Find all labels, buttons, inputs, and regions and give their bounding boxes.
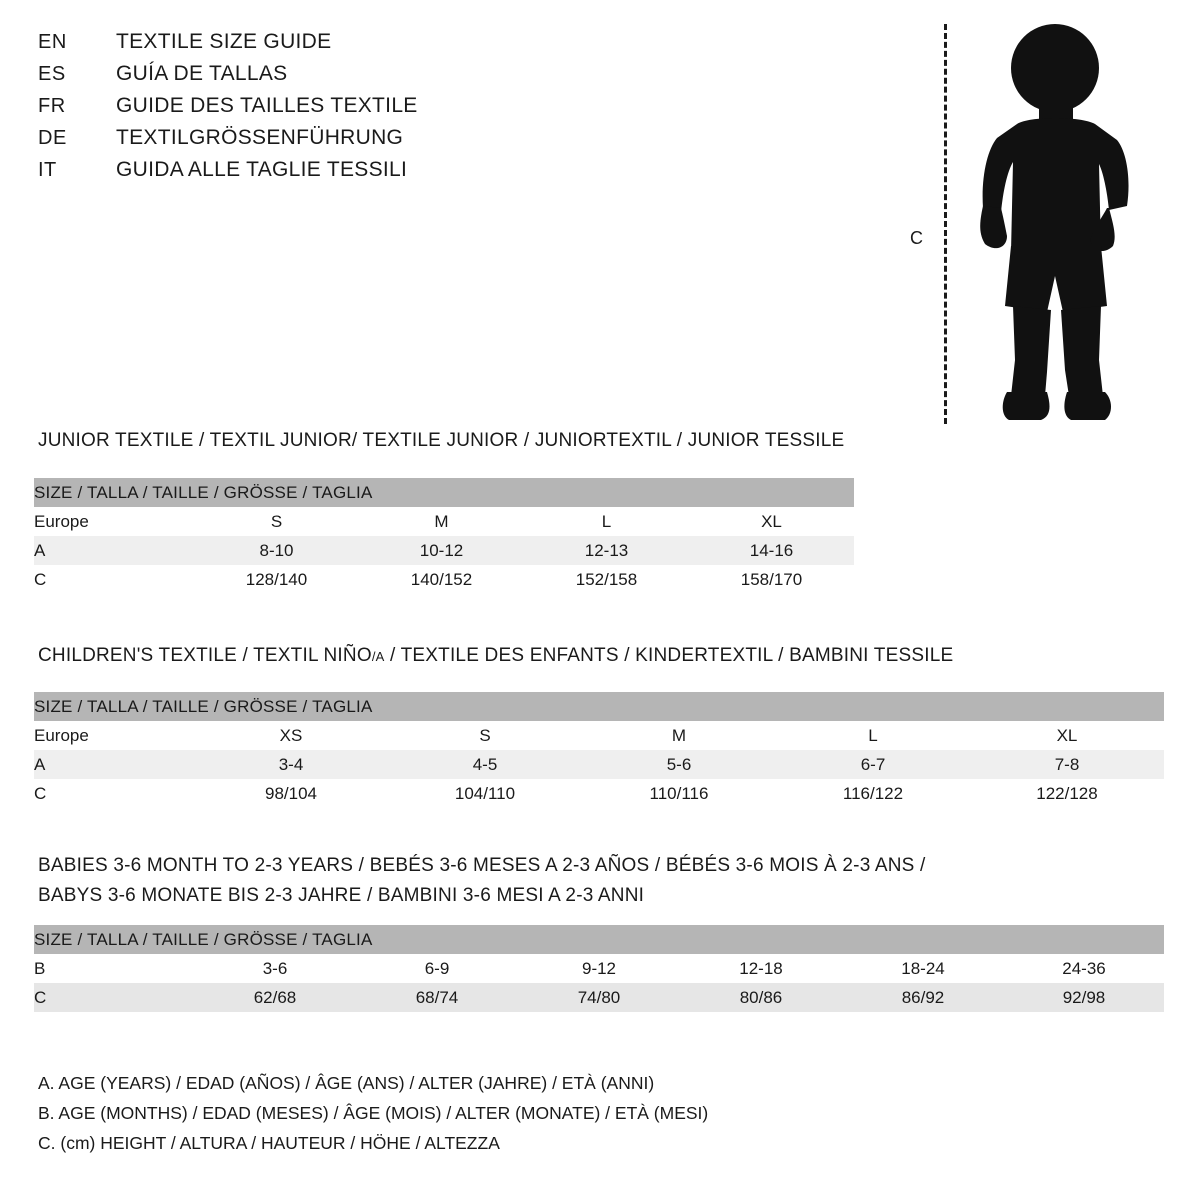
- babies-row-c-v5: 86/92: [901, 987, 945, 1007]
- junior-band-row: [34, 478, 854, 507]
- babies-row-b-v5: 18-24: [901, 958, 945, 978]
- junior-row-a-s: 8-10: [259, 540, 294, 560]
- junior-size-xl: XL: [761, 511, 782, 531]
- language-code-es: ES: [38, 63, 66, 85]
- junior-row-a-label: A: [34, 540, 46, 560]
- junior-header-row: [34, 507, 854, 536]
- section-heading-junior: JUNIOR TEXTILE / TEXTIL JUNIOR/ TEXTILE JUNIOR / JUNIORTEXTIL / JUNIOR TESSILE: [38, 430, 845, 451]
- section-heading-children-part1: CHILDREN'S TEXTILE / TEXTIL NIÑO: [38, 645, 372, 666]
- junior-row-c-l: 152/158: [575, 569, 638, 589]
- children-size-s: S: [479, 725, 491, 745]
- babies-row-c-v2: 68/74: [415, 987, 459, 1007]
- children-size-xl: XL: [1056, 725, 1078, 745]
- babies-row-c-label: C: [34, 987, 47, 1007]
- children-size-table: [34, 692, 1164, 808]
- junior-row-a-xl: 14-16: [749, 540, 794, 560]
- babies-size-table: [34, 925, 1164, 1012]
- footnote-a: A. AGE (YEARS) / EDAD (AÑOS) / ÂGE (ANS) / ALTER (JAHRE) / ETÀ (ANNI): [38, 1073, 655, 1093]
- measure-dashed-line: [944, 24, 947, 424]
- footnote-legend: [38, 1068, 708, 1158]
- section-heading-children-sub: /A: [371, 649, 385, 664]
- section-heading-babies-line2: BABYS 3-6 MONATE BIS 2-3 JAHRE / BAMBINI 3-6 MESI A 2-3 ANNI: [38, 885, 645, 906]
- junior-row-c-m: 140/152: [410, 569, 473, 589]
- language-title-es: GUÍA DE TALLAS: [116, 62, 288, 85]
- language-row-es: [38, 62, 558, 94]
- footnote-c: C. (cm) HEIGHT / ALTURA / HAUTEUR / HÖHE / ALTEZZA: [38, 1133, 500, 1153]
- children-row-a-label: A: [34, 754, 46, 774]
- language-row-en: [38, 30, 558, 62]
- junior-row-c-label: C: [34, 569, 47, 589]
- junior-size-table: [34, 478, 854, 594]
- language-title-it: GUIDA ALLE TAGLIE TESSILI: [116, 158, 408, 181]
- measure-label-c: C: [910, 228, 923, 248]
- language-title-fr: GUIDE DES TAILLES TEXTILE: [116, 94, 418, 117]
- junior-row-c-s: 128/140: [245, 569, 308, 589]
- children-region-label: Europe: [34, 725, 89, 745]
- children-row-a-xs: 3-4: [278, 754, 304, 774]
- junior-row-c: [34, 565, 854, 594]
- junior-size-m: M: [434, 511, 449, 531]
- language-row-de: [38, 126, 558, 158]
- children-row-c-s: 104/110: [454, 783, 516, 803]
- children-band-label: SIZE / TALLA / TAILLE / GRÖSSE / TAGLIA: [34, 696, 373, 716]
- children-band-row: [34, 692, 1164, 721]
- language-title-de: TEXTILGRÖSSENFÜHRUNG: [116, 126, 404, 149]
- children-row-a-s: 4-5: [472, 754, 498, 774]
- language-code-fr: FR: [38, 95, 66, 117]
- children-row-c-l: 116/122: [842, 783, 904, 803]
- babies-row-b-v2: 6-9: [424, 958, 450, 978]
- junior-row-a: [34, 536, 854, 565]
- junior-row-a-l: 12-13: [584, 540, 629, 560]
- babies-band-label: SIZE / TALLA / TAILLE / GRÖSSE / TAGLIA: [34, 929, 373, 949]
- babies-row-b-v3: 9-12: [581, 958, 617, 978]
- children-row-c-m: 110/116: [649, 783, 709, 803]
- children-row-a-l: 6-7: [860, 754, 886, 774]
- language-title-list: [38, 30, 558, 190]
- child-silhouette-icon: [955, 20, 1155, 430]
- babies-row-c-v4: 80/86: [739, 987, 783, 1007]
- children-row-c: [34, 779, 1164, 808]
- babies-row-c-v3: 74/80: [577, 987, 621, 1007]
- children-row-c-xs: 98/104: [265, 783, 317, 803]
- babies-row-c-v1: 62/68: [253, 987, 297, 1007]
- babies-row-b-v6: 24-36: [1062, 958, 1106, 978]
- section-heading-children: [38, 645, 953, 667]
- babies-row-b-label: B: [34, 958, 46, 978]
- children-size-xs: XS: [279, 725, 303, 745]
- children-size-l: L: [868, 725, 878, 745]
- children-row-c-xl: 122/128: [1036, 783, 1098, 803]
- junior-row-c-xl: 158/170: [740, 569, 803, 589]
- junior-size-s: S: [270, 511, 283, 531]
- children-row-c-label: C: [34, 783, 47, 803]
- children-header-row: [34, 721, 1164, 750]
- children-row-a-m: 5-6: [666, 754, 692, 774]
- junior-row-a-m: 10-12: [419, 540, 464, 560]
- babies-band-row: [34, 925, 1164, 954]
- junior-region-label: Europe: [34, 511, 89, 531]
- children-row-a: [34, 750, 1164, 779]
- language-title-en: TEXTILE SIZE GUIDE: [116, 30, 332, 53]
- language-row-fr: [38, 94, 558, 126]
- footnote-b: B. AGE (MONTHS) / EDAD (MESES) / ÂGE (MOIS) / ALTER (MONATE) / ETÀ (MESI): [38, 1103, 709, 1123]
- section-heading-children-part2: / TEXTILE DES ENFANTS / KINDERTEXTIL / BAMBINI TESSILE: [384, 645, 954, 666]
- height-measure-figure: [900, 10, 1160, 430]
- children-row-a-xl: 7-8: [1054, 754, 1080, 774]
- junior-size-l: L: [601, 511, 612, 531]
- children-size-m: M: [671, 725, 687, 745]
- babies-row-c-v6: 92/98: [1062, 987, 1106, 1007]
- language-code-de: DE: [38, 127, 67, 149]
- babies-row-b: [34, 954, 1164, 983]
- language-code-en: EN: [38, 31, 67, 53]
- section-heading-babies-line1: BABIES 3-6 MONTH TO 2-3 YEARS / BEBÉS 3-6 MESES A 2-3 AÑOS / BÉBÉS 3-6 MOIS À 2-3 ANS /: [38, 855, 926, 876]
- language-row-it: [38, 158, 558, 190]
- babies-row-b-v4: 12-18: [739, 958, 783, 978]
- babies-row-c: [34, 983, 1164, 1012]
- junior-band-label: SIZE / TALLA / TAILLE / GRÖSSE / TAGLIA: [34, 482, 373, 502]
- babies-row-b-v1: 3-6: [262, 958, 288, 978]
- language-code-it: IT: [38, 159, 57, 181]
